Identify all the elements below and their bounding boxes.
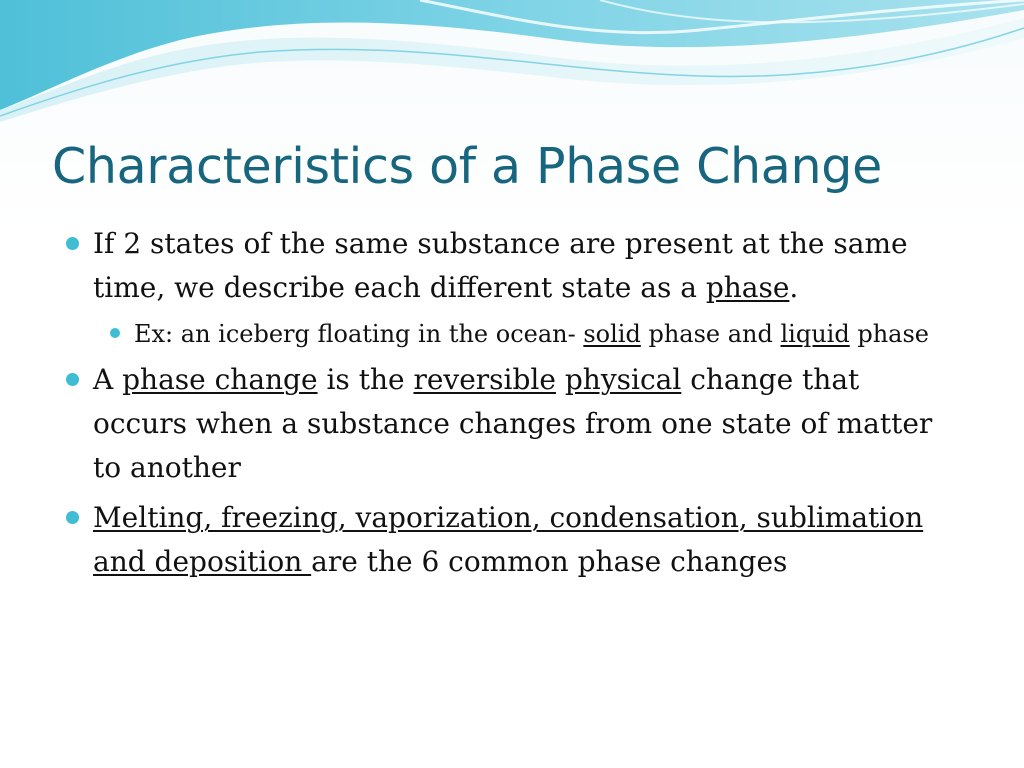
term-liquid: liquid [780, 320, 850, 348]
bullet-item-common-phase-changes [64, 496, 954, 584]
slide-title: Characteristics of a Phase Change [52, 138, 882, 195]
bullet-2-text-c [556, 363, 565, 396]
bullet-list [64, 222, 954, 590]
term-phase-change: phase change [122, 363, 318, 396]
sub-bullet-dot-icon [110, 328, 120, 338]
bullet-1-text-b: . [789, 271, 799, 304]
term-physical: physical [564, 363, 682, 396]
example-text-a: Ex: an iceberg floating in the ocean- [134, 320, 584, 348]
header-wave-decoration [0, 0, 1024, 130]
bullet-2-text-d: change that occurs when a substance changes from one state of matter to another [93, 363, 933, 484]
term-phase-change-list: Melting, freezing, vaporization, condensation, sublimation and deposition [93, 501, 924, 578]
term-reversible: reversible [413, 363, 556, 396]
bullet-dot-icon [66, 511, 79, 524]
bullet-2-text-a: A [93, 363, 123, 396]
bullet-2-text-b: is the [317, 363, 414, 396]
bullet-dot-icon [66, 373, 79, 386]
term-solid: solid [583, 320, 641, 348]
bullet-item-phase-change-definition [64, 358, 954, 490]
bullet-1-text-a: If 2 states of the same substance are present at the same time, we describe each different state as a [93, 227, 908, 304]
sub-bullet-iceberg-example [106, 314, 954, 355]
example-text-c: phase [849, 320, 929, 348]
bullet-item-phase-definition [64, 222, 954, 310]
bullet-3-text: are the 6 common phase changes [311, 545, 788, 578]
bullet-dot-icon [66, 237, 79, 250]
example-text-b: phase and [640, 320, 781, 348]
term-phase: phase [705, 271, 790, 304]
